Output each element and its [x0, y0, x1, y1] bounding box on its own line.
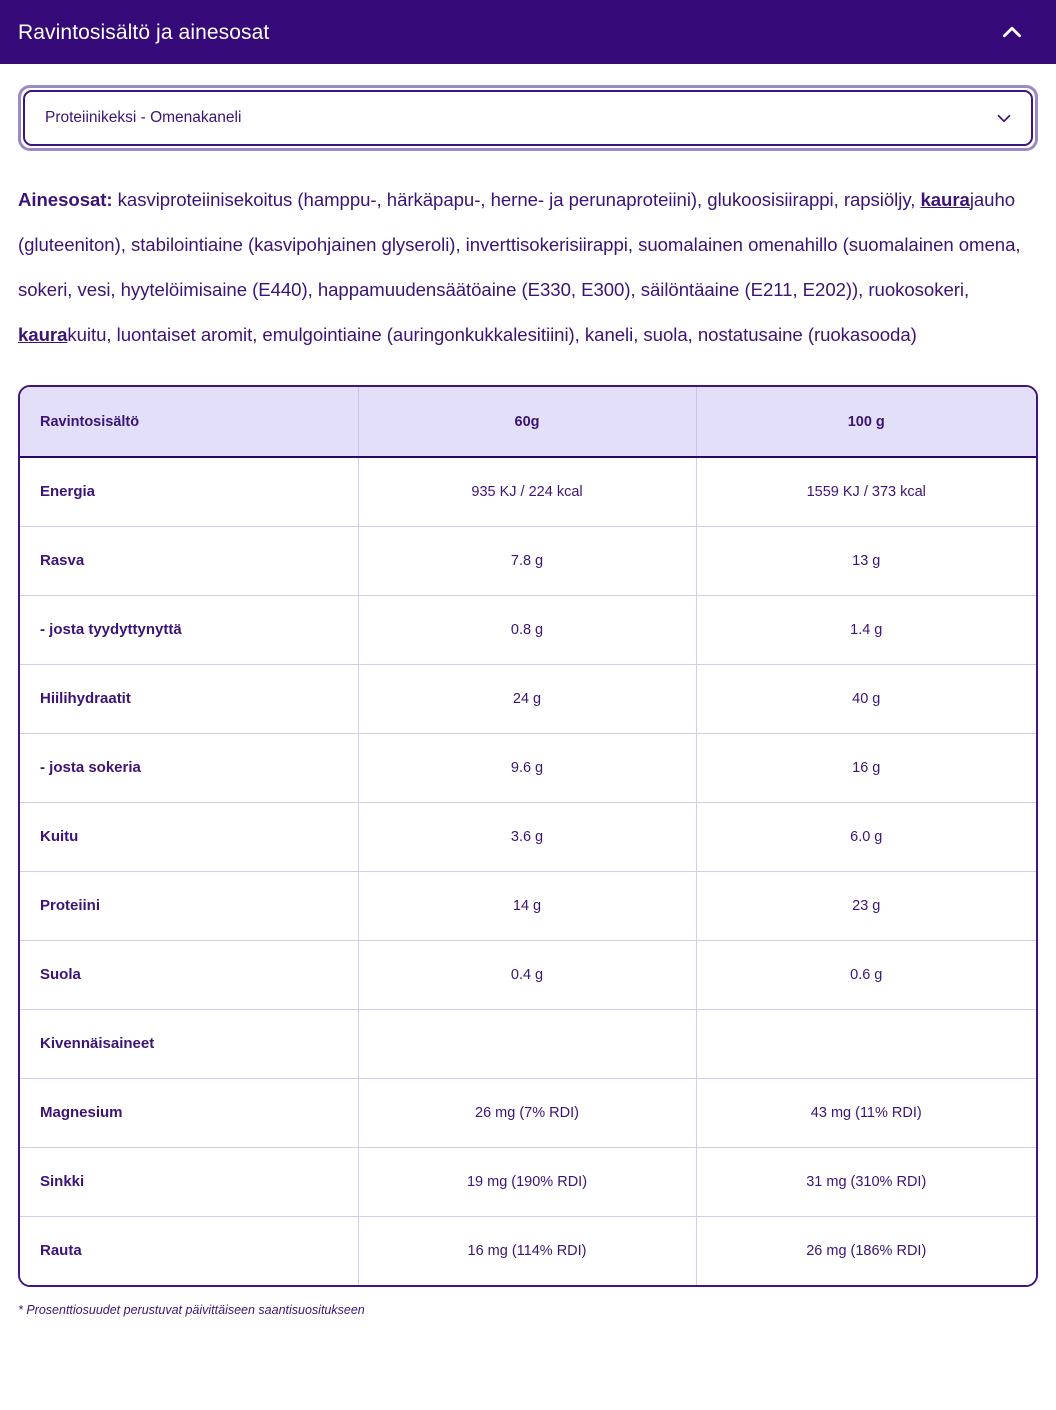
nutrient-value-per100g: 23 g — [696, 871, 1036, 940]
table-row — [20, 802, 1036, 871]
nutrient-value-per100g: 40 g — [696, 664, 1036, 733]
chevron-up-icon — [999, 19, 1025, 45]
nutrient-value-per100g — [696, 1009, 1036, 1078]
nutrition-table — [20, 387, 1036, 1285]
product-select-value: Proteiinikeksi - Omenakaneli — [45, 109, 242, 126]
page-title: Ravintosisältö ja ainesosat — [18, 20, 270, 44]
rdi-footnote: * Prosenttiosuudet perustuvat päivittäiseen saantisuositukseen — [18, 1303, 365, 1317]
ingredients-paragraph — [18, 177, 1038, 357]
nutrient-value-per100g: 31 mg (310% RDI) — [696, 1147, 1036, 1216]
nutrient-value-per100g: 13 g — [696, 526, 1036, 595]
nutrient-value-serving: 0.8 g — [358, 595, 696, 664]
nutrient-label: - josta tyydyttynyttä — [20, 595, 358, 664]
ingredient-segment-0: kasviproteiinisekoitus (hamppu-, härkäpapu-, herne- ja perunaproteiini), glukoosisiirappi, rapsiöljy, — [112, 189, 921, 210]
nutrient-value-serving: 3.6 g — [358, 802, 696, 871]
nutrient-value-serving — [358, 1009, 696, 1078]
nutrient-value-serving: 14 g — [358, 871, 696, 940]
nutrient-value-serving: 26 mg (7% RDI) — [358, 1078, 696, 1147]
panel-header[interactable] — [0, 0, 1056, 64]
nutrition-table-wrapper — [18, 385, 1038, 1287]
nutrient-label: Suola — [20, 940, 358, 1009]
nutrient-label: Kivennäisaineet — [20, 1009, 358, 1078]
table-row — [20, 664, 1036, 733]
nutrient-label: Sinkki — [20, 1147, 358, 1216]
nutrient-value-per100g: 1559 KJ / 373 kcal — [696, 457, 1036, 526]
ingredient-segment-4: kuitu, luontaiset aromit, emulgointiaine (auringonkukkalesitiini), kaneli, suola, nostatusaine (ruokasooda) — [67, 324, 917, 345]
nutrient-value-per100g: 6.0 g — [696, 802, 1036, 871]
table-row — [20, 733, 1036, 802]
table-row — [20, 457, 1036, 526]
nutrient-label: Magnesium — [20, 1078, 358, 1147]
table-row — [20, 526, 1036, 595]
chevron-down-icon[interactable] — [993, 107, 1015, 129]
table-row — [20, 940, 1036, 1009]
table-row — [20, 1147, 1036, 1216]
table-row — [20, 1216, 1036, 1285]
nutrient-value-serving: 19 mg (190% RDI) — [358, 1147, 696, 1216]
column-header-serving: 60g — [358, 387, 696, 457]
nutrient-label: Energia — [20, 457, 358, 526]
nutrient-label: Rauta — [20, 1216, 358, 1285]
table-row — [20, 1078, 1036, 1147]
nutrient-value-serving: 0.4 g — [358, 940, 696, 1009]
table-row — [20, 1009, 1036, 1078]
column-header-per100g: 100 g — [696, 387, 1036, 457]
nutrient-label: Kuitu — [20, 802, 358, 871]
table-row — [20, 871, 1036, 940]
table-row — [20, 595, 1036, 664]
ingredient-segment-2: jauho (gluteeniton), stabilointiaine (kasvipohjainen glyseroli), inverttisokerisiirappi, suomalainen omenahillo (suomalainen omena, sokeri, vesi, hyytelöimisaine (E440), happamuudensäätöaine (E330, E300), säilöntäaine (E211, E202)), ruokosokeri, — [18, 189, 1021, 300]
nutrient-label: - josta sokeria — [20, 733, 358, 802]
nutrition-table-body — [20, 457, 1036, 1285]
nutrient-value-serving: 9.6 g — [358, 733, 696, 802]
ingredient-allergen-1: kaura — [920, 189, 970, 210]
nutrient-value-serving: 24 g — [358, 664, 696, 733]
nutrition-table-head — [20, 387, 1036, 457]
nutrient-value-per100g: 43 mg (11% RDI) — [696, 1078, 1036, 1147]
nutrient-label: Hiilihydraatit — [20, 664, 358, 733]
product-select[interactable] — [23, 90, 1033, 146]
product-select-wrapper — [18, 85, 1038, 151]
nutrient-value-per100g: 0.6 g — [696, 940, 1036, 1009]
nutrient-value-per100g: 16 g — [696, 733, 1036, 802]
nutrient-value-per100g: 26 mg (186% RDI) — [696, 1216, 1036, 1285]
ingredients-text — [18, 189, 1020, 345]
nutrient-label: Rasva — [20, 526, 358, 595]
product-select-focus-ring — [18, 85, 1038, 151]
ingredients-label: Ainesosat: — [18, 189, 113, 210]
collapse-panel-button[interactable] — [990, 10, 1034, 54]
table-header-row — [20, 387, 1036, 457]
nutrient-value-serving: 16 mg (114% RDI) — [358, 1216, 696, 1285]
column-header-nutrient: Ravintosisältö — [20, 387, 358, 457]
ingredient-allergen-3: kaura — [18, 324, 68, 345]
nutrient-value-serving: 935 KJ / 224 kcal — [358, 457, 696, 526]
nutrient-value-serving: 7.8 g — [358, 526, 696, 595]
nutrient-value-per100g: 1.4 g — [696, 595, 1036, 664]
nutrient-label: Proteiini — [20, 871, 358, 940]
